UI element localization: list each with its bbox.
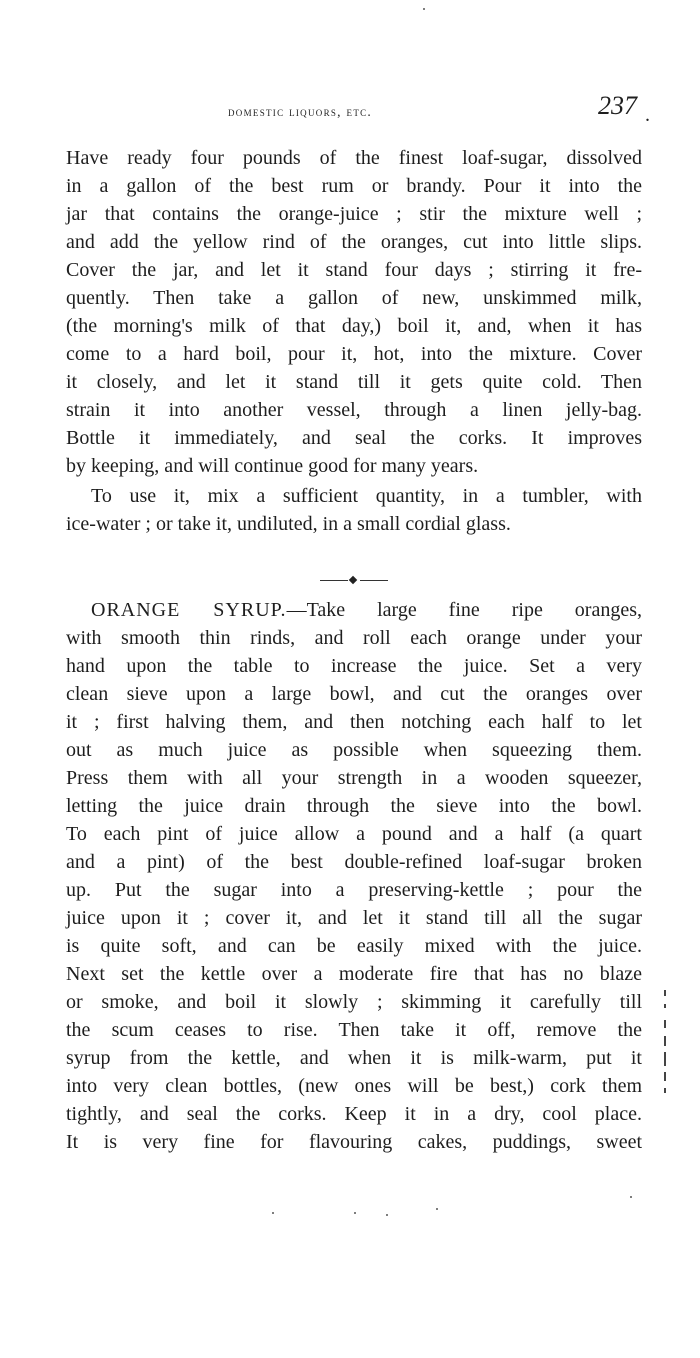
scan-speck [423, 8, 425, 10]
text-line: clean sieve upon a large bowl, and cut the oranges over [66, 683, 642, 705]
text-line: Press them with all your strength in a wooden squeezer, [66, 767, 642, 789]
text-line: ice-water ; or take it, undiluted, in a small cordial glass. [66, 513, 511, 535]
text-line: (the morning's milk of that day,) boil it, and, when it has [66, 315, 642, 337]
text-line: it ; first halving them, and then notching each half to let [66, 711, 642, 733]
page-number-dot: . [645, 104, 650, 126]
text-line: syrup from the kettle, and when it is milk-warm, put it [66, 1047, 642, 1069]
text-line: by keeping, and will continue good for many years. [66, 455, 479, 477]
scan-speck [386, 1214, 388, 1216]
text-line: is quite soft, and can be easily mixed with the juice. [66, 935, 642, 957]
scan-speck [436, 1208, 438, 1210]
text-line: and add the yellow rind of the oranges, cut into little slips. [66, 231, 642, 253]
text-line: Next set the kettle over a moderate fire that has no blaze [66, 963, 642, 985]
text-line: up. Put the sugar into a preserving-kettle ; pour the [66, 879, 642, 901]
scan-speck [354, 1212, 356, 1214]
text-line: Have ready four pounds of the finest loaf-sugar, dissolved [66, 147, 642, 169]
divider-diamond [349, 576, 357, 584]
recipe-heading: ORANGE SYRUP. [91, 599, 287, 621]
text-line: hand upon the table to increase the juice. Set a very [66, 655, 642, 677]
text-line: with smooth thin rinds, and roll each orange under your [66, 627, 642, 649]
recipe-first-line [91, 598, 642, 626]
text-line: letting the juice drain through the sieve into the bowl. [66, 795, 642, 817]
text-line: strain it into another vessel, through a linen jelly-bag. [66, 399, 642, 421]
text-line: Bottle it immediately, and seal the corks. It improves [66, 427, 642, 449]
text-line: and a pint) of the best double-refined loaf-sugar broken [66, 851, 642, 873]
page-number: 237 [598, 91, 637, 120]
scan-speck [272, 1212, 274, 1214]
text-line: the scum ceases to rise. Then take it off, remove the [66, 1019, 642, 1041]
text-line: in a gallon of the best rum or brandy. Pour it into the [66, 175, 642, 197]
divider-rule-right [360, 580, 388, 581]
text-line: tightly, and seal the corks. Keep it in a dry, cool place. [66, 1103, 642, 1125]
text-line: To use it, mix a sufficient quantity, in a tumbler, with [91, 485, 642, 507]
text-line: jar that contains the orange-juice ; stir the mixture well ; [66, 203, 642, 225]
text-line: quently. Then take a gallon of new, unskimmed milk, [66, 287, 642, 309]
text-line: It is very fine for flavouring cakes, puddings, sweet [66, 1131, 642, 1153]
section-divider [320, 576, 390, 586]
text-line: it closely, and let it stand till it gets quite cold. Then [66, 371, 642, 393]
text-line: come to a hard boil, pour it, hot, into the mixture. Cover [66, 343, 642, 365]
text-line: out as much juice as possible when squeezing them. [66, 739, 642, 761]
text-line: juice upon it ; cover it, and let it stand till all the sugar [66, 907, 642, 929]
text-line: or smoke, and boil it slowly ; skimming it carefully till [66, 991, 642, 1013]
margin-scan-mark [664, 990, 668, 1100]
text-line: To each pint of juice allow a pound and a half (a quart [66, 823, 642, 845]
text-line: Cover the jar, and let it stand four days ; stirring it fre- [66, 259, 642, 281]
running-title: domestic liquors, etc. [228, 104, 373, 119]
scan-speck [630, 1196, 632, 1198]
text-line: into very clean bottles, (new ones will be best,) cork them [66, 1075, 642, 1097]
recipe-first-line-text: —Take large fine ripe oranges, [286, 599, 642, 621]
divider-rule-left [320, 580, 348, 581]
